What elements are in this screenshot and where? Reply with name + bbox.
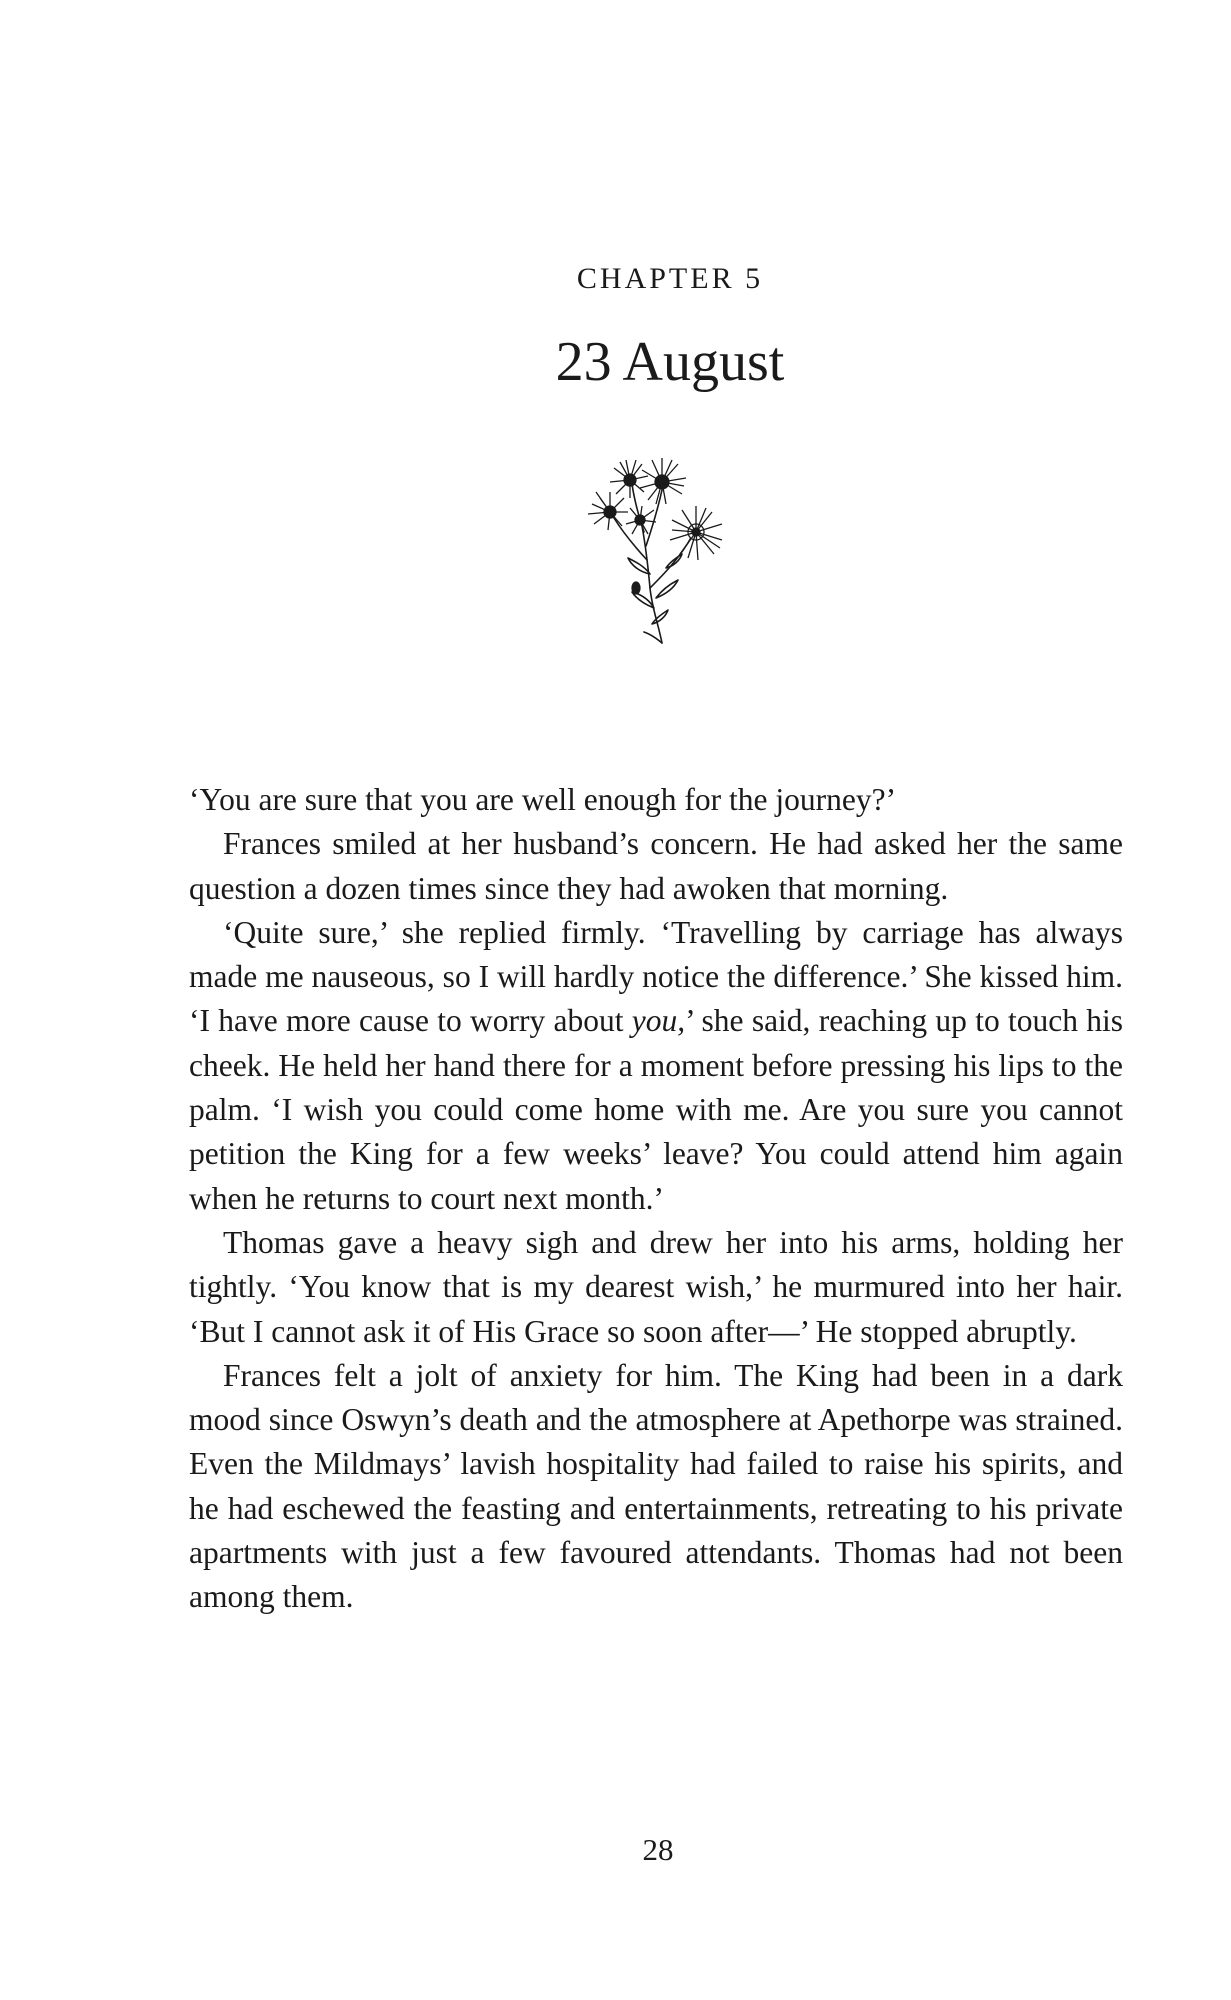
- paragraph-text: ‘Quite sure,’ she replied firmly. ‘Travelling by carriage has always made me nauseous, so I will hardly notice the difference.’ She kissed him. ‘I have more cause to worry about: [189, 914, 1123, 1039]
- paragraph: Frances felt a jolt of anxiety for him. The King had been in a dark mood since Oswyn’s death and the atmosphere at Apethorpe was strained. Even the Mildmays’ lavish hospitality had failed to raise his spirits, and he had eschewed the feasting and entertainments, retreating to his private apartments with just a few favoured attendants. Thomas had not been among them.: [189, 1357, 1123, 1615]
- aster-flower-sprig-icon: [570, 448, 740, 648]
- paragraph-text: ’ she said, reaching up to touch his cheek. He held her hand there for a moment before pressing his lips to the palm. ‘I wish you could come home with me. Are you sure you cannot petition the King for a few weeks’ leave? You could attend him again when he returns to court next month.’: [189, 1003, 1123, 1216]
- paragraph: Frances smiled at her husband’s concern. He had asked her the same question a dozen times since they had awoken that morning.: [189, 826, 1123, 906]
- body-text: [189, 778, 1123, 1620]
- chapter-label: CHAPTER 5: [576, 262, 764, 295]
- chapter-title: 23 August: [555, 331, 785, 393]
- paragraph: ‘You are sure that you are well enough for the journey?’: [189, 782, 897, 817]
- paragraph: Thomas gave a heavy sigh and drew her into his arms, holding her tightly. ‘You know that is my dearest wish,’ he murmured into her hair. ‘But I cannot ask it of His Grace so soon after—’ He stopped abruptly.: [189, 1224, 1123, 1349]
- paragraph: [189, 911, 1123, 1221]
- emphasized-word: you,: [631, 1003, 686, 1039]
- page-number: 28: [642, 1832, 674, 1867]
